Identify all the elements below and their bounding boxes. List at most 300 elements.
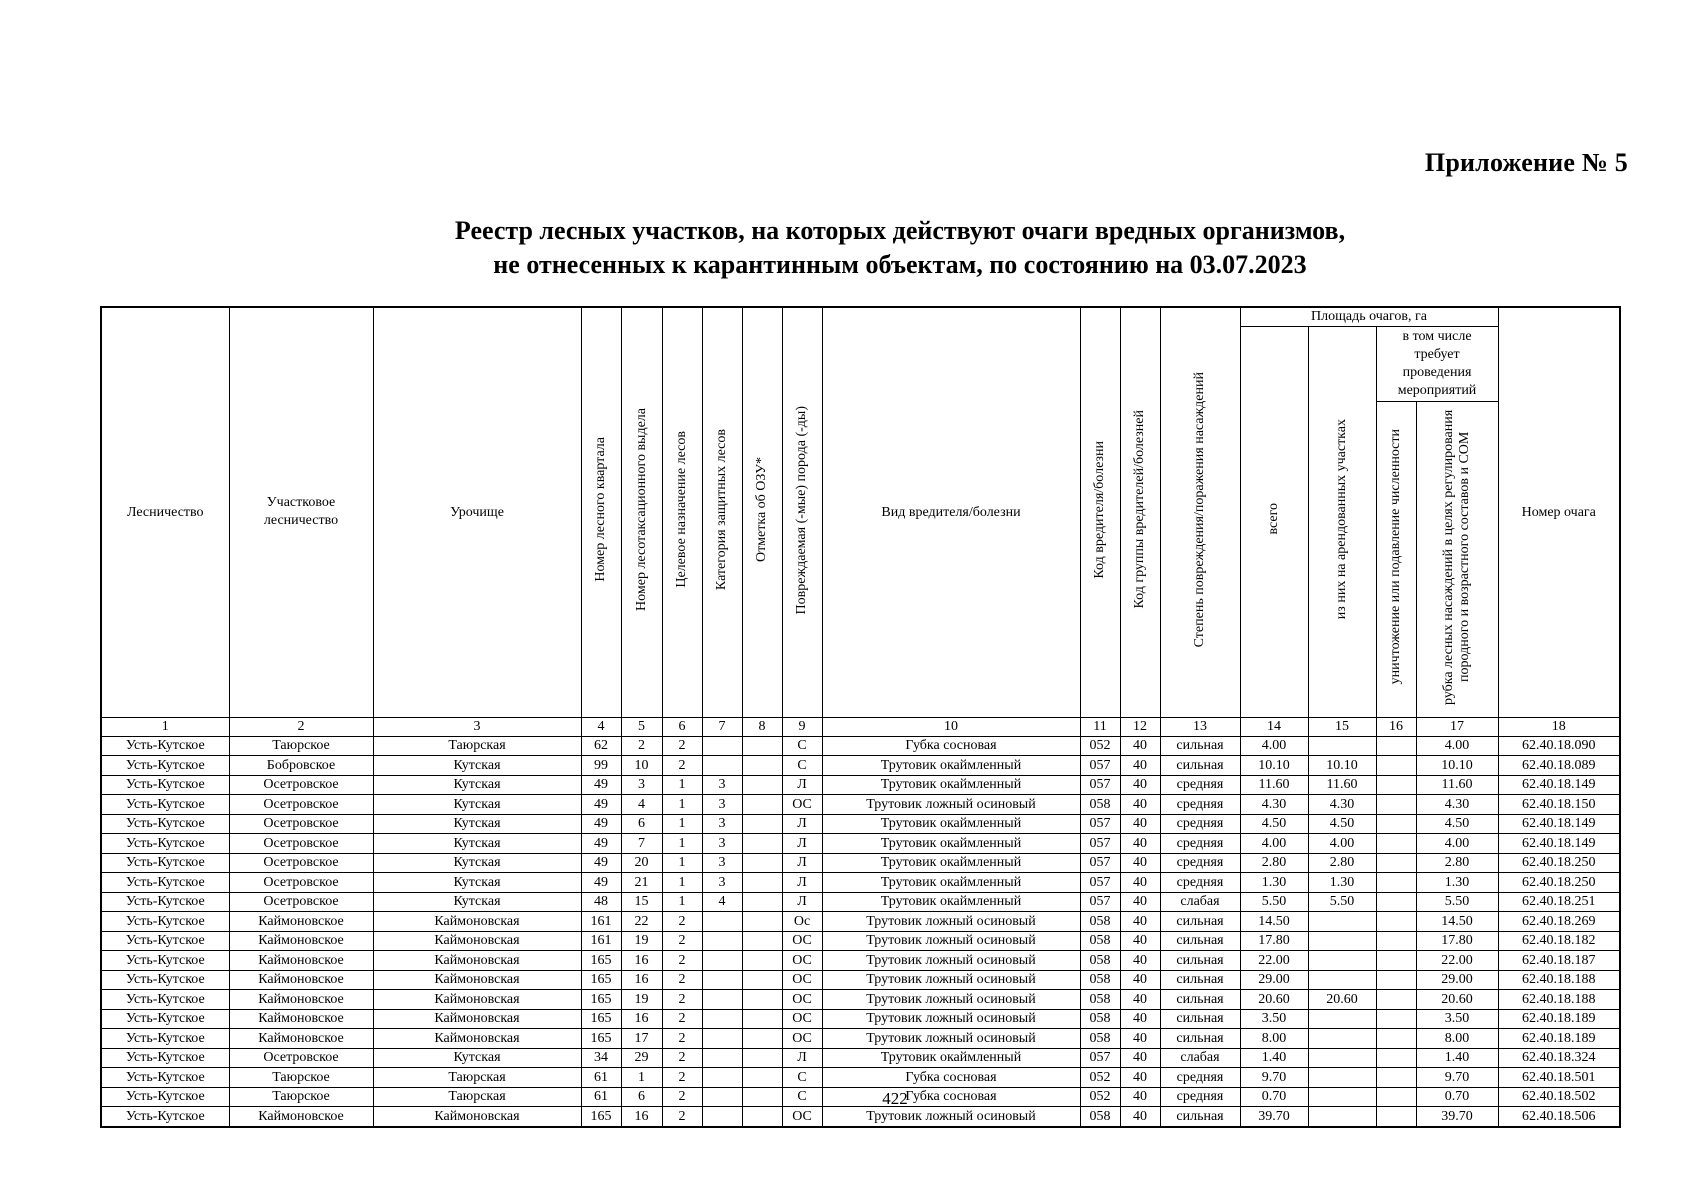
table-cell [702, 1107, 742, 1127]
header-tract: Урочище [373, 307, 581, 717]
table-cell: Усть-Кутское [101, 814, 229, 834]
table-cell: Каймоновская [373, 1029, 581, 1049]
table-cell: Усть-Кутское [101, 1068, 229, 1088]
table-cell: Губка сосновая [822, 736, 1080, 756]
table-cell: 20.60 [1308, 990, 1376, 1010]
table-cell: 20.60 [1240, 990, 1308, 1010]
table-cell: 165 [581, 1029, 621, 1049]
table-cell: 2 [662, 1029, 702, 1049]
table-cell: 39.70 [1240, 1107, 1308, 1127]
table-cell: сильная [1160, 1029, 1240, 1049]
table-cell: сильная [1160, 970, 1240, 990]
header-protective-category: Категория защитных лесов [702, 307, 742, 717]
table-cell: 1.30 [1308, 873, 1376, 893]
header-district-forestry: Участковое лесничество [229, 307, 373, 717]
table-cell: Таюрское [229, 1087, 373, 1107]
table-cell: 058 [1080, 1009, 1120, 1029]
table-cell [742, 873, 782, 893]
table-cell [742, 756, 782, 776]
table-cell: 22 [621, 912, 662, 932]
table-cell: 4 [621, 795, 662, 815]
table-cell: Л [782, 853, 822, 873]
table-cell: Осетровское [229, 834, 373, 854]
table-cell [742, 1029, 782, 1049]
header-ozu-mark: Отметка об ОЗУ* [742, 307, 782, 717]
table-cell: Каймоновское [229, 1107, 373, 1127]
table-cell [1308, 1048, 1376, 1068]
table-cell: 29 [621, 1048, 662, 1068]
table-cell: 058 [1080, 1107, 1120, 1127]
table-row [101, 951, 1620, 971]
column-number: 7 [702, 717, 742, 736]
table-cell: Трутовик окаймленный [822, 892, 1080, 912]
table-cell: 40 [1120, 795, 1160, 815]
table-cell: Осетровское [229, 814, 373, 834]
table-cell: 40 [1120, 931, 1160, 951]
table-cell: 1.40 [1240, 1048, 1308, 1068]
table-cell: 3 [702, 853, 742, 873]
table-cell: Каймоновская [373, 990, 581, 1010]
table-cell: 2 [662, 736, 702, 756]
table-cell: 62.40.18.506 [1498, 1107, 1620, 1127]
table-cell: 1 [662, 834, 702, 854]
table-cell: средняя [1160, 873, 1240, 893]
table-cell: 19 [621, 990, 662, 1010]
table-cell: 40 [1120, 912, 1160, 932]
table-cell: Губка сосновая [822, 1087, 1080, 1107]
table-cell [1308, 1107, 1376, 1127]
header-suppression: уничтожение или подавление численности [1376, 401, 1416, 717]
table-cell [1376, 853, 1416, 873]
table-cell: 49 [581, 814, 621, 834]
table-cell: Кутская [373, 756, 581, 776]
table-cell: Трутовик ложный осиновый [822, 1009, 1080, 1029]
table-row [101, 970, 1620, 990]
header-felling: рубка лесных насаждений в целях регулирования породного и возрастного составов и СОМ [1416, 401, 1498, 717]
table-cell: Усть-Кутское [101, 834, 229, 854]
table-cell: С [782, 1068, 822, 1088]
table-cell: 2 [662, 931, 702, 951]
table-cell: 2.80 [1308, 853, 1376, 873]
table-cell: 62.40.18.189 [1498, 1029, 1620, 1049]
table-cell: 62.40.18.269 [1498, 912, 1620, 932]
table-cell [1308, 736, 1376, 756]
table-cell: 1.30 [1240, 873, 1308, 893]
table-cell [1376, 756, 1416, 776]
table-cell: 40 [1120, 1048, 1160, 1068]
table-cell: 1 [662, 892, 702, 912]
table-cell: 16 [621, 1107, 662, 1127]
table-cell: Осетровское [229, 775, 373, 795]
table-cell [702, 931, 742, 951]
table-row [101, 1029, 1620, 1049]
table-cell: 14.50 [1416, 912, 1498, 932]
table-cell: Осетровское [229, 873, 373, 893]
table-cell: Л [782, 892, 822, 912]
table-row [101, 795, 1620, 815]
table-cell: 165 [581, 970, 621, 990]
table-cell: Трутовик окаймленный [822, 775, 1080, 795]
header-area-group: Площадь очагов, га [1240, 307, 1498, 326]
table-cell: 165 [581, 951, 621, 971]
table-cell: 62.40.18.189 [1498, 1009, 1620, 1029]
table-cell [1376, 912, 1416, 932]
table-cell [742, 736, 782, 756]
table-cell: Усть-Кутское [101, 1087, 229, 1107]
column-number: 18 [1498, 717, 1620, 736]
table-cell [702, 756, 742, 776]
table-cell: Каймоновская [373, 951, 581, 971]
table-cell: сильная [1160, 912, 1240, 932]
table-cell: 4.50 [1240, 814, 1308, 834]
table-cell: сильная [1160, 931, 1240, 951]
table-cell: ОС [782, 1029, 822, 1049]
table-cell: сильная [1160, 756, 1240, 776]
table-cell: 34 [581, 1048, 621, 1068]
table-cell: 19 [621, 931, 662, 951]
table-cell: 161 [581, 912, 621, 932]
table-cell: 052 [1080, 1068, 1120, 1088]
table-row [101, 814, 1620, 834]
header-damage-degree: Степень повреждения/поражения насаждений [1160, 307, 1240, 717]
table-cell: Трутовик ложный осиновый [822, 1107, 1080, 1127]
table-cell: 62.40.18.150 [1498, 795, 1620, 815]
table-cell [1376, 931, 1416, 951]
table-cell: 4.30 [1240, 795, 1308, 815]
table-cell: 2 [662, 1048, 702, 1068]
table-cell [702, 970, 742, 990]
table-cell: Усть-Кутское [101, 892, 229, 912]
table-cell: 2 [662, 990, 702, 1010]
table-cell: 4.00 [1240, 736, 1308, 756]
table-cell: ОС [782, 970, 822, 990]
table-cell [1376, 873, 1416, 893]
table-cell [742, 892, 782, 912]
table-cell: 057 [1080, 834, 1120, 854]
table-cell: ОС [782, 951, 822, 971]
table-cell: Трутовик ложный осиновый [822, 990, 1080, 1010]
table-cell: ОС [782, 990, 822, 1010]
table-cell: 4.50 [1416, 814, 1498, 834]
table-cell: Л [782, 834, 822, 854]
table-cell: 10.10 [1416, 756, 1498, 776]
appendix-label: Приложение № 5 [1424, 148, 1628, 177]
table-cell: 057 [1080, 1048, 1120, 1068]
table-cell: 10.10 [1308, 756, 1376, 776]
column-number: 9 [782, 717, 822, 736]
table-cell: 17.80 [1240, 931, 1308, 951]
table-cell: 40 [1120, 1029, 1160, 1049]
table-cell: 62.40.18.251 [1498, 892, 1620, 912]
table-cell [1376, 1009, 1416, 1029]
table-cell: 2 [662, 1068, 702, 1088]
table-cell: 4.00 [1416, 834, 1498, 854]
column-number: 14 [1240, 717, 1308, 736]
table-cell: Трутовик ложный осиновый [822, 951, 1080, 971]
header-area-total: всего [1240, 326, 1308, 717]
table-cell: Кутская [373, 873, 581, 893]
table-cell: 058 [1080, 951, 1120, 971]
table-cell: 61 [581, 1068, 621, 1088]
table-cell: 49 [581, 775, 621, 795]
table-cell: 058 [1080, 1029, 1120, 1049]
registry-table [100, 306, 1621, 1128]
table-cell: Л [782, 873, 822, 893]
table-cell [742, 951, 782, 971]
table-cell: 62.40.18.187 [1498, 951, 1620, 971]
table-cell: 49 [581, 834, 621, 854]
table-cell: сильная [1160, 951, 1240, 971]
table-cell: 62 [581, 736, 621, 756]
table-cell [742, 1009, 782, 1029]
table-cell: 161 [581, 931, 621, 951]
table-cell: Осетровское [229, 795, 373, 815]
table-cell [1308, 1068, 1376, 1088]
table-cell: 1 [662, 873, 702, 893]
table-cell: средняя [1160, 775, 1240, 795]
column-number: 1 [101, 717, 229, 736]
table-cell: средняя [1160, 853, 1240, 873]
table-cell: 15 [621, 892, 662, 912]
table-cell: Губка сосновая [822, 1068, 1080, 1088]
table-cell: 5.50 [1240, 892, 1308, 912]
column-number: 11 [1080, 717, 1120, 736]
table-row [101, 834, 1620, 854]
table-cell [742, 834, 782, 854]
table-cell: 5.50 [1308, 892, 1376, 912]
table-cell: Каймоновское [229, 931, 373, 951]
table-cell: Трутовик ложный осиновый [822, 1029, 1080, 1049]
table-cell: 40 [1120, 736, 1160, 756]
table-cell: 40 [1120, 814, 1160, 834]
table-cell [1376, 775, 1416, 795]
column-number: 13 [1160, 717, 1240, 736]
table-cell: 40 [1120, 892, 1160, 912]
table-cell: Каймоновское [229, 1009, 373, 1029]
column-number: 17 [1416, 717, 1498, 736]
table-cell [1376, 795, 1416, 815]
table-cell: Кутская [373, 853, 581, 873]
table-cell [1376, 990, 1416, 1010]
table-cell: Усть-Кутское [101, 775, 229, 795]
table-cell: 20.60 [1416, 990, 1498, 1010]
table-cell: 052 [1080, 1087, 1120, 1107]
table-cell: 3 [702, 814, 742, 834]
table-cell [702, 951, 742, 971]
table-cell: Усть-Кутское [101, 990, 229, 1010]
table-cell [742, 1107, 782, 1127]
table-cell [1308, 951, 1376, 971]
table-cell: ОС [782, 795, 822, 815]
table-cell [702, 1048, 742, 1068]
table-cell: 9.70 [1240, 1068, 1308, 1088]
table-cell: 11.60 [1416, 775, 1498, 795]
table-cell: Кутская [373, 892, 581, 912]
table-cell: 62.40.18.250 [1498, 853, 1620, 873]
table-cell: Кутская [373, 834, 581, 854]
table-cell: 052 [1080, 736, 1120, 756]
table-cell: 6 [621, 814, 662, 834]
table-cell: 4.50 [1308, 814, 1376, 834]
table-cell: 62.40.18.324 [1498, 1048, 1620, 1068]
table-cell: 058 [1080, 931, 1120, 951]
table-cell: 62.40.18.149 [1498, 814, 1620, 834]
table-cell: Таюрская [373, 736, 581, 756]
table-cell: 40 [1120, 970, 1160, 990]
table-cell: Каймоновское [229, 990, 373, 1010]
table-cell: 62.40.18.502 [1498, 1087, 1620, 1107]
table-cell: 48 [581, 892, 621, 912]
table-cell: 3 [702, 795, 742, 815]
table-cell: 4.00 [1416, 736, 1498, 756]
table-cell: Кутская [373, 1048, 581, 1068]
table-cell: 1 [662, 795, 702, 815]
table-cell: 0.70 [1240, 1087, 1308, 1107]
table-cell: 2 [662, 1009, 702, 1029]
table-cell: Таюрская [373, 1087, 581, 1107]
header-pest-type: Вид вредителя/болезни [822, 307, 1080, 717]
table-cell: 4 [702, 892, 742, 912]
column-number: 6 [662, 717, 702, 736]
table-cell: Усть-Кутское [101, 795, 229, 815]
table-cell: 62.40.18.250 [1498, 873, 1620, 893]
table-cell: 62.40.18.182 [1498, 931, 1620, 951]
column-numbers-row [101, 717, 1620, 736]
table-cell: 62.40.18.149 [1498, 775, 1620, 795]
table-cell [742, 970, 782, 990]
table-cell: 39.70 [1416, 1107, 1498, 1127]
column-number: 8 [742, 717, 782, 736]
table-row [101, 912, 1620, 932]
page-number: 422 [882, 1089, 908, 1108]
table-cell: Кутская [373, 775, 581, 795]
table-cell: 4.00 [1308, 834, 1376, 854]
table-cell [1376, 736, 1416, 756]
table-cell: 3 [702, 873, 742, 893]
table-cell: 61 [581, 1087, 621, 1107]
registry-body [101, 736, 1620, 1127]
table-cell: 165 [581, 1009, 621, 1029]
table-cell: Усть-Кутское [101, 970, 229, 990]
table-cell: 40 [1120, 990, 1160, 1010]
table-cell: 40 [1120, 775, 1160, 795]
table-cell: Таюрская [373, 1068, 581, 1088]
table-cell: Кутская [373, 795, 581, 815]
table-cell [742, 931, 782, 951]
table-cell: сильная [1160, 1009, 1240, 1029]
table-cell: Каймоновская [373, 1107, 581, 1127]
header-area-leased: из них на арендованных участках [1308, 326, 1376, 717]
document-title [0, 214, 1697, 282]
table-cell: 49 [581, 873, 621, 893]
table-cell: 057 [1080, 814, 1120, 834]
column-number: 12 [1120, 717, 1160, 736]
column-number: 15 [1308, 717, 1376, 736]
table-cell: Осетровское [229, 892, 373, 912]
table-cell: 1 [662, 814, 702, 834]
table-cell [1376, 1068, 1416, 1088]
header-forestry: Лесничество [101, 307, 229, 717]
table-cell [1376, 1107, 1416, 1127]
table-cell [702, 912, 742, 932]
table-cell: 058 [1080, 990, 1120, 1010]
table-cell: Усть-Кутское [101, 912, 229, 932]
table-cell: С [782, 1087, 822, 1107]
table-cell: 62.40.18.089 [1498, 756, 1620, 776]
header-quarter-number: Номер лесного квартала [581, 307, 621, 717]
table-cell: Каймоновское [229, 1029, 373, 1049]
table-cell: 9.70 [1416, 1068, 1498, 1088]
table-cell: ОС [782, 1107, 822, 1127]
table-cell: 40 [1120, 1009, 1160, 1029]
table-cell: 058 [1080, 912, 1120, 932]
table-cell: сильная [1160, 736, 1240, 756]
table-row [101, 1107, 1620, 1127]
table-cell: 3 [702, 775, 742, 795]
header-measures-group: в том числе требует проведения мероприятий [1376, 326, 1498, 401]
table-cell: Трутовик окаймленный [822, 814, 1080, 834]
table-cell: 40 [1120, 853, 1160, 873]
table-cell: Трутовик окаймленный [822, 853, 1080, 873]
table-cell: средняя [1160, 795, 1240, 815]
column-number: 10 [822, 717, 1080, 736]
table-cell: 10 [621, 756, 662, 776]
table-cell: 40 [1120, 951, 1160, 971]
table-cell: Трутовик окаймленный [822, 1048, 1080, 1068]
table-cell: 99 [581, 756, 621, 776]
table-cell: 0.70 [1416, 1087, 1498, 1107]
table-cell: 1 [621, 1068, 662, 1088]
table-cell: 1.30 [1416, 873, 1498, 893]
column-number: 5 [621, 717, 662, 736]
table-cell: Усть-Кутское [101, 1048, 229, 1068]
table-cell [1308, 912, 1376, 932]
table-cell: Таюрское [229, 1068, 373, 1088]
table-cell: слабая [1160, 1048, 1240, 1068]
table-cell: Трутовик ложный осиновый [822, 795, 1080, 815]
header-purpose: Целевое назначение лесов [662, 307, 702, 717]
table-cell: 40 [1120, 873, 1160, 893]
table-cell: 62.40.18.188 [1498, 990, 1620, 1010]
table-cell: 16 [621, 951, 662, 971]
table-cell: 40 [1120, 1107, 1160, 1127]
table-row [101, 1068, 1620, 1088]
table-cell: 49 [581, 853, 621, 873]
table-cell: Ос [782, 912, 822, 932]
table-cell: Каймоновская [373, 931, 581, 951]
table-cell: 057 [1080, 892, 1120, 912]
header-focus-number: Номер очага [1498, 307, 1620, 717]
table-cell: 1 [662, 775, 702, 795]
table-cell: 10.10 [1240, 756, 1308, 776]
table-cell: 11.60 [1240, 775, 1308, 795]
table-cell: 2 [662, 951, 702, 971]
table-cell: 2 [662, 1107, 702, 1127]
table-cell: 165 [581, 990, 621, 1010]
table-cell: Усть-Кутское [101, 1029, 229, 1049]
table-cell: Каймоновская [373, 912, 581, 932]
table-cell: 62.40.18.149 [1498, 834, 1620, 854]
table-cell [702, 1068, 742, 1088]
table-cell: 2 [662, 912, 702, 932]
table-cell: 057 [1080, 756, 1120, 776]
table-cell: 40 [1120, 756, 1160, 776]
table-cell: Усть-Кутское [101, 931, 229, 951]
table-cell: Каймоновское [229, 912, 373, 932]
table-cell [1308, 1029, 1376, 1049]
table-cell: Усть-Кутское [101, 951, 229, 971]
table-cell: 057 [1080, 775, 1120, 795]
